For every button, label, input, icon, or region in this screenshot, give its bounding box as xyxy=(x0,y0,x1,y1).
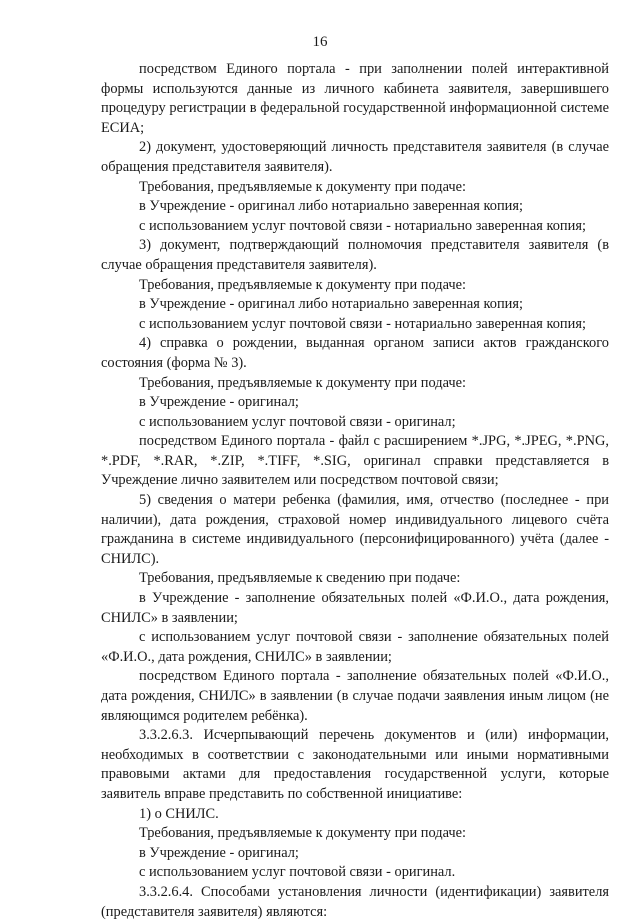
paragraph: 3.3.2.6.4. Способами установления личности (идентификации) заявителя (представителя заявителя) являются: xyxy=(101,883,609,920)
paragraph: в Учреждение - оригинал; xyxy=(139,844,299,861)
page-number: 16 xyxy=(312,34,328,50)
paragraph: 4) справка о рождении, выданная органом записи актов гражданского состояния (форма № 3). xyxy=(101,335,609,371)
paragraph: с использованием услуг почтовой связи - оригинал; xyxy=(139,413,456,430)
paragraph: с использованием услуг почтовой связи - нотариально заверенная копия; xyxy=(139,315,586,332)
paragraph: в Учреждение - оригинал либо нотариально заверенная копия; xyxy=(139,198,523,215)
paragraph: с использованием услуг почтовой связи - нотариально заверенная копия; xyxy=(139,217,586,234)
paragraph: с использованием услуг почтовой связи - заполнение обязательных полей «Ф.И.О., дата рождения, СНИЛС» в заявлении; xyxy=(101,629,609,665)
paragraph: посредством Единого портала - заполнение обязательных полей «Ф.И.О., дата рождения, СНИЛС» в заявлении (в случае подачи заявления иным лицом (не являющимся родителем ребёнка). xyxy=(101,668,609,724)
paragraph: посредством Единого портала - при заполнении полей интерактивной формы используются данные из личного кабинета заявителя, завершившего процедуру регистрации в федеральной государственной информационной системе ЕСИА; xyxy=(101,61,609,136)
paragraph: в Учреждение - оригинал либо нотариально заверенная копия; xyxy=(139,296,523,313)
paragraph: 2) документ, удостоверяющий личность представителя заявителя (в случае обращения представителя заявителя). xyxy=(101,139,609,175)
paragraph: Требования, предъявляемые к документу при подаче: xyxy=(139,374,466,391)
paragraph: Требования, предъявляемые к документу при подаче: xyxy=(139,276,466,293)
paragraph: 3.3.2.6.3. Исчерпывающий перечень документов и (или) информации, необходимых в соответствии с законодательными или иными нормативными правовыми актами для предоставления государственной услуги, которые заявитель вправе представить по собственной инициативе: xyxy=(101,727,609,802)
paragraph: с использованием услуг почтовой связи - оригинал. xyxy=(139,864,456,881)
paragraph: в Учреждение - заполнение обязательных полей «Ф.И.О., дата рождения, СНИЛС» в заявлении; xyxy=(101,590,609,626)
paragraph: посредством Единого портала - файл с расширением *.JPG, *.JPEG, *.PNG, *.PDF, *.RAR, *.ZIP, *.TIFF, *.SIG, оригинал справки представляется в Учреждение лично заявителем или посредством почтовой связи; xyxy=(101,433,609,489)
document-body xyxy=(101,60,609,922)
paragraph: Требования, предъявляемые к документу при подаче: xyxy=(139,178,466,195)
paragraph: 3) документ, подтверждающий полномочия представителя заявителя (в случае обращения представителя заявителя). xyxy=(101,237,609,273)
paragraph: Требования, предъявляемые к документу при подаче: xyxy=(139,825,466,842)
paragraph: Требования, предъявляемые к сведению при подаче: xyxy=(139,570,461,587)
paragraph: в Учреждение - оригинал; xyxy=(139,394,299,411)
paragraph: 5) сведения о матери ребенка (фамилия, имя, отчество (последнее - при наличии), дата рождения, страховой номер индивидуального лицевого счёта гражданина в системе индивидуального (персонифицированного) учёта (далее - СНИЛС). xyxy=(101,492,609,567)
paragraph: 1) о СНИЛС. xyxy=(139,805,219,822)
